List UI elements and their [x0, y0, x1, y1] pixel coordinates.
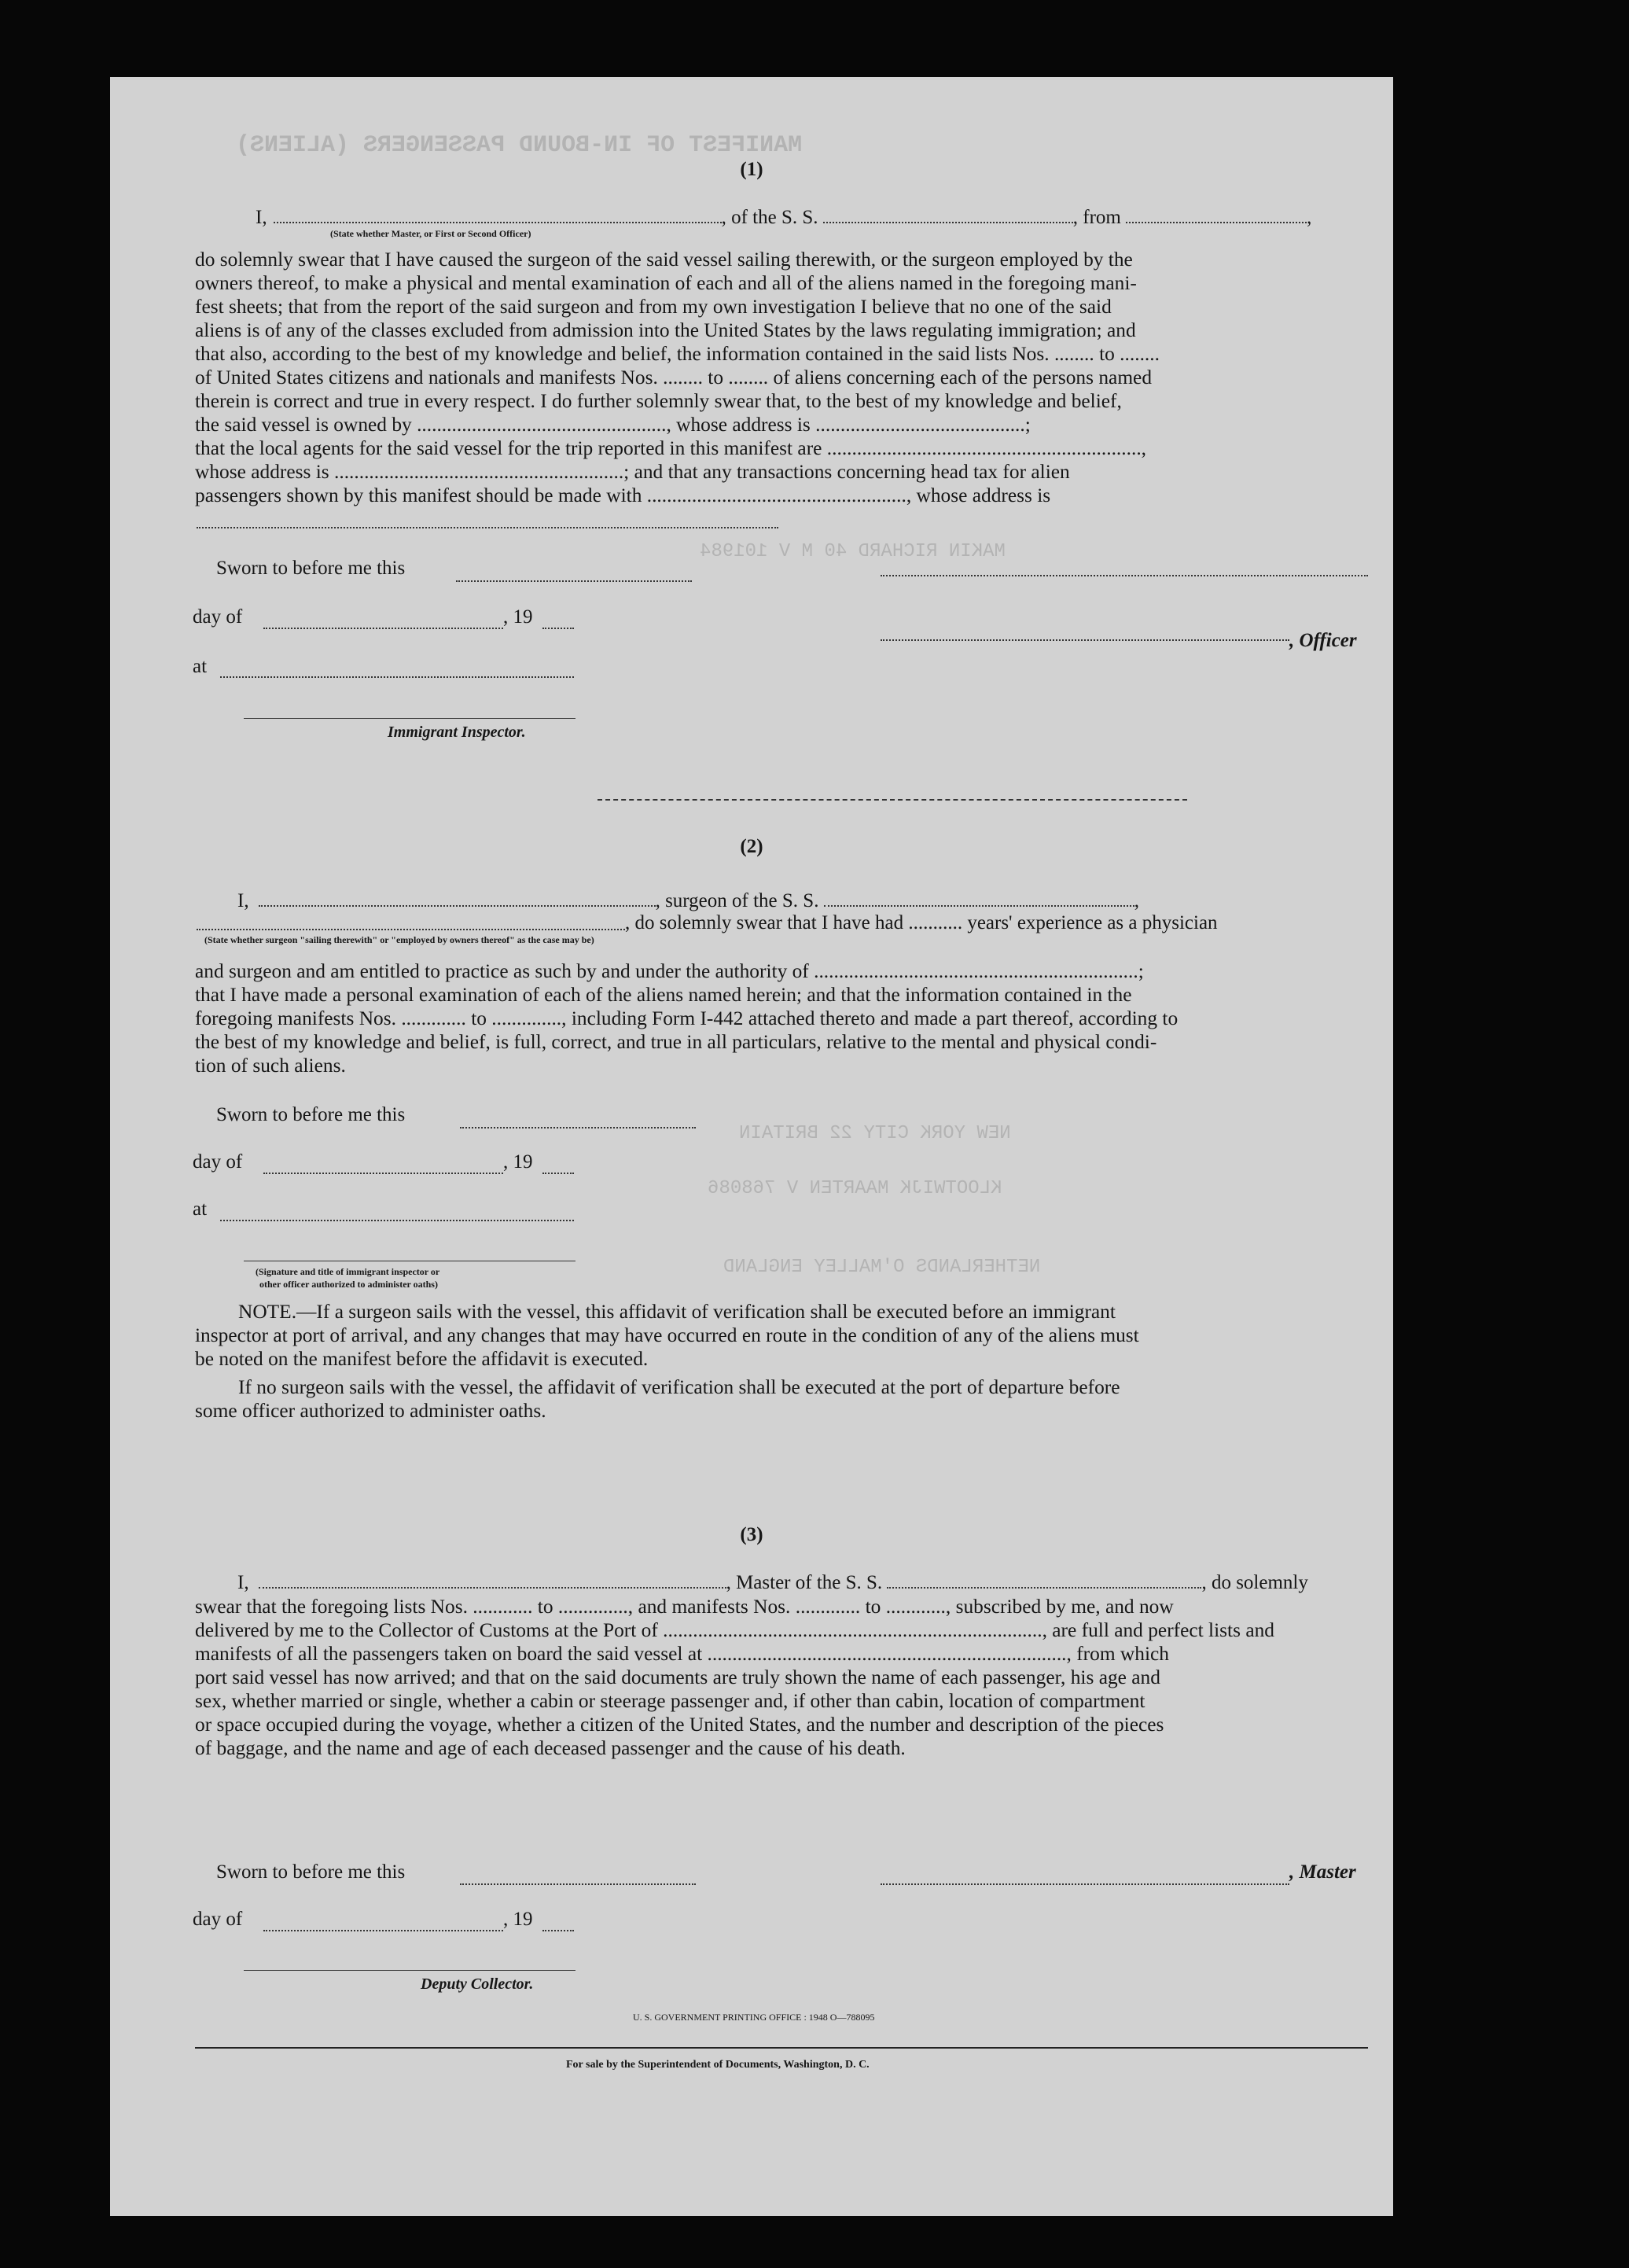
year-label-3: , 19 — [503, 1909, 533, 1930]
sworn-label-2: Sworn to before me this — [216, 1104, 406, 1125]
surgeon-status-field[interactable] — [197, 929, 625, 930]
note-line: If no surgeon sails with the vessel, the affidavit of verification shall be executed at the port of departure before — [238, 1376, 1120, 1398]
do-solemnly-text: , do solemnly — [1201, 1572, 1308, 1593]
section-2-number: (2) — [740, 836, 763, 857]
for-sale-line: For sale by the Superintendent of Documents, Washington, D. C. — [566, 2059, 870, 2071]
paragraph-line: therein is correct and true in every respect. I do further solemnly swear that, to the best of my knowledge and belief, — [195, 390, 1122, 412]
section-1-number: (1) — [740, 159, 763, 180]
officer-signature-field[interactable] — [881, 639, 1289, 641]
at-place-field-2[interactable] — [220, 1220, 574, 1221]
paragraph-line: that I have made a personal examination of each of the aliens named herein; and that the information contained in the — [195, 984, 1132, 1006]
master-label: , Master of the S. S. — [726, 1572, 883, 1593]
deputy-collector-title: Deputy Collector. — [421, 1975, 534, 1993]
paragraph-line: aliens is of any of the classes excluded from admission into the United States by the laws regulating immigration; and — [195, 319, 1136, 341]
comma: , — [1307, 207, 1312, 228]
paragraph-line: that the local agents for the said vessel for the trip reported in this manifest are ..............................................................., — [195, 437, 1147, 459]
day-month-field-3[interactable] — [263, 1930, 503, 1931]
oath-i-label: I, — [237, 1572, 249, 1593]
section-2-line-1 — [237, 889, 1139, 913]
paragraph-line: that also, according to the best of my knowledge and belief, the information contained in the said lists Nos. ........ to ........ — [195, 343, 1160, 365]
paragraph-line: delivered by me to the Collector of Customs at the Port of ............................................................................, are full and perfect lists and — [195, 1619, 1274, 1641]
day-of-label-2: day of — [193, 1151, 243, 1173]
paragraph-line: of United States citizens and nationals and manifests Nos. ........ to ........ of aliens concerning each of the persons named — [195, 366, 1153, 388]
officer-rank-instruction: (State whether Master, or First or Second Officer) — [330, 228, 531, 239]
oath-i-label: I, — [256, 207, 267, 228]
paragraph-line: and surgeon and am entitled to practice as such by and under the authority of .................................................................; — [195, 960, 1144, 982]
section-3-line-1 — [237, 1571, 1308, 1595]
surgeon-label: , surgeon of the S. S. — [655, 890, 819, 911]
master-title: , Master — [1289, 1861, 1356, 1883]
section-1-paragraph — [195, 248, 1322, 507]
day-month-field-1[interactable] — [263, 628, 503, 629]
paragraph-line: the said vessel is owned by .................................................., whose address is ..........................................; — [195, 414, 1031, 436]
officer-name-field[interactable] — [274, 208, 722, 223]
year-label-1: , 19 — [503, 606, 533, 628]
year-field-3[interactable] — [542, 1930, 574, 1931]
at-place-field-1[interactable] — [220, 676, 574, 678]
at-label-2: at — [193, 1198, 208, 1220]
bleed-through-text: NETHERLANDS O'MALLEY ENGLAND — [723, 1257, 1041, 1278]
paragraph-line: owners thereof, to make a physical and mental examination of each and all of the aliens named in the foregoing mani- — [195, 272, 1137, 294]
sworn-label-1: Sworn to before me this — [216, 558, 406, 579]
note-line: some officer authorized to administer oaths. — [195, 1400, 546, 1422]
signature-note-line-2: other officer authorized to administer oaths) — [259, 1279, 438, 1290]
day-month-field-2[interactable] — [263, 1173, 503, 1174]
master-vessel-field[interactable] — [887, 1573, 1201, 1589]
paragraph-line: of baggage, and the name and age of each deceased passenger and the cause of his death. — [195, 1737, 906, 1759]
master-signature-field[interactable] — [881, 1883, 1289, 1885]
sworn-date-field-2[interactable] — [460, 1127, 696, 1128]
paragraph-line: whose address is ..........................................................; and that any transactions concerning head tax for alien — [195, 461, 1070, 483]
head-tax-address-field[interactable] — [197, 527, 778, 528]
surgeon-name-field[interactable] — [259, 891, 656, 907]
from-port-field[interactable] — [1126, 208, 1307, 223]
year-field-1[interactable] — [542, 628, 574, 629]
day-of-label-1: day of — [193, 606, 243, 628]
inspector-signature-field[interactable] — [244, 718, 575, 719]
surgeon-status-instruction: (State whether surgeon "sailing therewith" or "employed by owners thereof" as the case may be) — [204, 934, 594, 945]
surgeon-vessel-field[interactable] — [824, 891, 1134, 907]
sworn-date-field-3[interactable] — [460, 1883, 696, 1885]
bleed-through-text: MAKIN RICHARD 40 M V 101984 — [700, 541, 1006, 562]
note-line: inspector at port of arrival, and any changes that may have occurred en route in the condition of any of the aliens must — [195, 1324, 1139, 1346]
note-line: NOTE.—If a surgeon sails with the vessel, this affidavit of verification shall be executed before an immigrant — [238, 1301, 1116, 1323]
deputy-collector-signature-field[interactable] — [244, 1970, 575, 1971]
bleed-through-text: MANIFEST OF IN-BOUND PASSENGERS (ALIENS) — [236, 132, 803, 159]
section-2-line-2: , do solemnly swear that I have had ........... years' experience as a physician — [625, 912, 1218, 933]
paragraph-line: port said vessel has now arrived; and that on the said documents are truly shown the name of each passenger, his age and — [195, 1666, 1160, 1688]
paragraph-line: or space occupied during the voyage, whether a citizen of the United States, and the number and description of the pieces — [195, 1714, 1164, 1736]
signature-note-line-1: (Signature and title of immigrant inspector or — [256, 1266, 440, 1277]
bleed-through-text: KLOOTWIJK MAARTEN V 768086 — [708, 1178, 1002, 1199]
day-of-label-3: day of — [193, 1909, 243, 1930]
surgeon-note — [195, 1300, 1322, 1423]
manifest-affidavit-page — [110, 77, 1393, 2216]
vessel-name-field[interactable] — [823, 208, 1073, 223]
comma: , — [1134, 890, 1139, 911]
bleed-through-text: NEW YORK CITY 22 BRITAIN — [739, 1123, 1011, 1144]
paragraph-line: sex, whether married or single, whether a cabin or steerage passenger and, if other than cabin, location of compartment — [195, 1690, 1145, 1712]
master-name-field[interactable] — [259, 1573, 726, 1589]
paragraph-line: tion of such aliens. — [195, 1055, 346, 1077]
note-line: be noted on the manifest before the affidavit is executed. — [195, 1348, 649, 1370]
paragraph-line: passengers shown by this manifest should be made with ...................................................., whose address is — [195, 484, 1051, 506]
oath-i-label: I, — [237, 890, 249, 911]
section-3-paragraph — [195, 1595, 1322, 1760]
paragraph-line: manifests of all the passengers taken on board the said vessel at ........................................................................, from which — [195, 1643, 1169, 1665]
sworn-label-3: Sworn to before me this — [216, 1861, 406, 1883]
officer-signature-line-top[interactable] — [881, 575, 1368, 576]
year-label-2: , 19 — [503, 1151, 533, 1173]
at-label-1: at — [193, 656, 208, 677]
paragraph-line: swear that the foregoing lists Nos. ............ to .............., and manifests Nos. ............. to ............, subscribed by me, and now — [195, 1596, 1174, 1618]
sworn-date-field-1[interactable] — [456, 580, 692, 582]
paragraph-line: do solemnly swear that I have caused the surgeon of the said vessel sailing therewith, or the surgeon employed by the — [195, 249, 1133, 271]
year-field-2[interactable] — [542, 1173, 574, 1174]
section-divider — [598, 799, 1187, 801]
vessel-label: , of the S. S. — [721, 207, 818, 228]
section-2-paragraph — [195, 959, 1322, 1077]
from-label: , from — [1072, 207, 1121, 228]
officer-title: , Officer — [1289, 630, 1357, 651]
footer-rule — [195, 2047, 1368, 2049]
printing-office-line: U. S. GOVERNMENT PRINTING OFFICE : 1948 O—788095 — [633, 2012, 875, 2023]
paragraph-line: foregoing manifests Nos. ............. to .............., including Form I-442 attached thereto and made a part thereof, according to — [195, 1007, 1179, 1029]
section-3-number: (3) — [740, 1524, 763, 1545]
paragraph-line: fest sheets; that from the report of the said surgeon and from my own investigation I believe that no one of the said — [195, 296, 1112, 318]
section-1-line-1 — [256, 206, 1311, 230]
paragraph-line: the best of my knowledge and belief, is full, correct, and true in all particulars, relative to the mental and physical condi- — [195, 1031, 1157, 1053]
immigrant-inspector-title: Immigrant Inspector. — [388, 723, 526, 741]
